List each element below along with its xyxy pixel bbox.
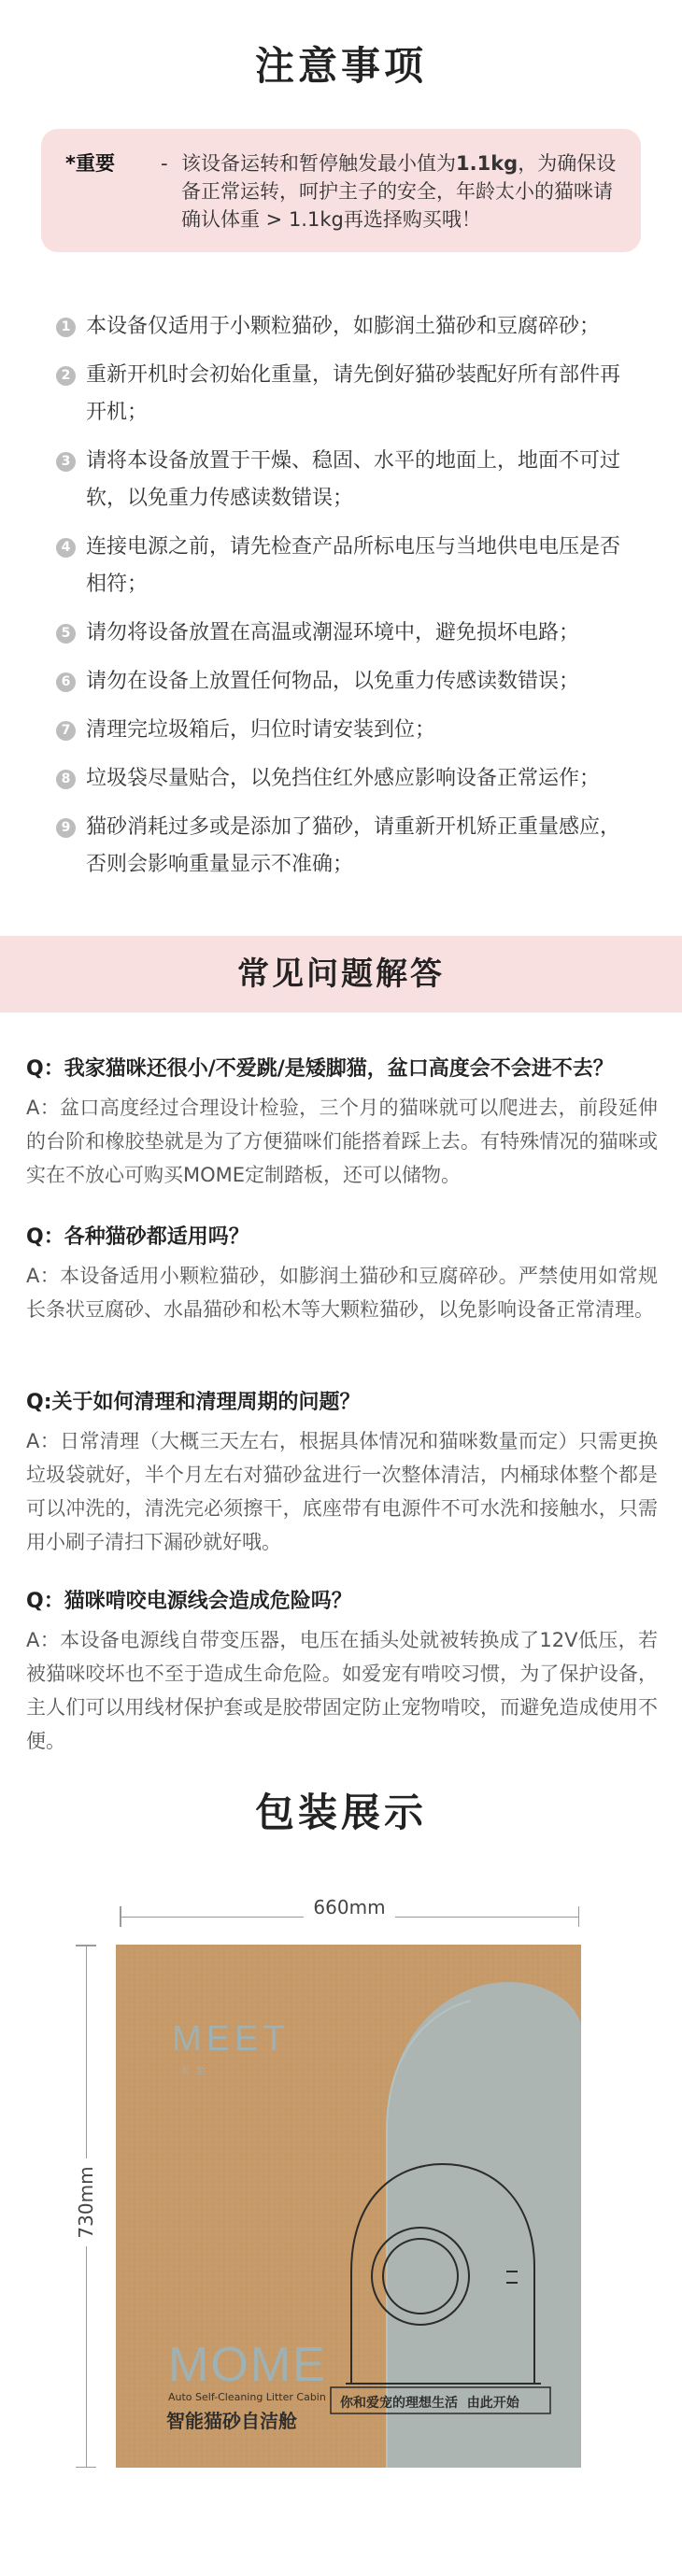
- faq-question: Q：各种猫砂都适用吗？: [26, 1225, 249, 1249]
- important-value: 1.1kg: [456, 152, 519, 175]
- faq-answer: A：盆口高度经过合理设计检验，三个月的猫咪就可以爬进去，前段延伸的台阶和橡胶垫就是为了方便猫咪们能搭着踩上去。有特殊情况的猫咪或实在不放心可购买MOME定制踏板，还可以储物。: [26, 1097, 658, 1186]
- height-dimension: [67, 1945, 105, 2468]
- notice-item: [56, 529, 635, 603]
- notice-item-text: 连接电源之前，请先检查产品所标电压与当地供电电压是否相符；: [86, 535, 621, 596]
- notice-item-text: 本设备仅适用于小颗粒猫砂，如膨润土猫砂和豆腐碎砂；: [86, 315, 601, 338]
- faq-question: Q：我家猫咪还很小/不爱跳/是矮脚猫，盆口高度会不会进不去？: [26, 1057, 614, 1081]
- notice-item: [56, 357, 635, 432]
- faq-title: 常见问题解答: [237, 955, 445, 993]
- notice-item: [56, 712, 635, 749]
- faq-item: [26, 1224, 658, 1326]
- notice-item-text: 请勿在设备上放置任何物品，以免重力传感读数错误；: [86, 670, 580, 693]
- important-tag: *重要: [65, 152, 115, 175]
- notice-item: [56, 760, 635, 798]
- item-number-badge: 3: [56, 452, 76, 472]
- faq-answer: A：本设备适用小颗粒猫砂，如膨润土猫砂和豆腐碎砂。严禁使用如常规长条状豆腐砂、水晶猫砂和松木等大颗粒猫砂，以免影响设备正常清理。: [26, 1265, 658, 1321]
- item-number-badge: 7: [56, 721, 76, 741]
- dimension-cap: [76, 2467, 96, 2469]
- product-name: MOME: [168, 2338, 327, 2392]
- important-text: 该设备运转和暂停触发最小值为1.1kg，为确保设备正常运转，呵护主子的安全，年龄太小的猫咪请确认体重 > 1.1kg再选择购买哦！: [181, 152, 617, 231]
- item-number-badge: 6: [56, 672, 76, 692]
- dimension-cap: [76, 1945, 96, 1946]
- faq-answer: A：本设备电源线自带变压器，电压在插头处就被转换成了12V低压，若被猫咪咬坏也不至于造成生命危险。如爱宠有啃咬习惯，为了保护设备，主人们可以用线材保护套或是胶带固定防止宠物啃咬，而避免造成使用不便。: [26, 1629, 658, 1752]
- notice-item: [56, 308, 635, 346]
- notice-item-text: 请勿将设备放置在高温或潮湿环境中，避免损坏电路；: [86, 621, 580, 644]
- packaging-title: 包装展示: [254, 1790, 427, 1835]
- notice-item-text: 猫砂消耗过多或是添加了猫砂，请重新开机矫正重量感应，否则会影响重量显示不准确；: [86, 815, 621, 876]
- item-number-badge: 4: [56, 538, 76, 558]
- height-label: 730mm: [75, 2158, 97, 2245]
- slogan: 你和爱宠的理想生活 由此开始: [340, 2396, 519, 2411]
- notice-item: [56, 663, 635, 701]
- item-number-badge: 8: [56, 770, 76, 789]
- product-sub-en: Auto Self-Cleaning Litter Cabin: [168, 2391, 326, 2403]
- notice-list: [56, 308, 635, 895]
- item-number-badge: 5: [56, 624, 76, 644]
- notice-item-text: 垃圾袋尽量贴合，以免挡住红外感应影响设备正常运作；: [86, 767, 601, 790]
- product-sub-cn: 智能猫砂自洁舱: [166, 2410, 297, 2432]
- item-number-badge: 1: [56, 318, 76, 337]
- faq-item: [26, 1389, 658, 1559]
- notice-item: [56, 615, 635, 652]
- width-label: 660mm: [304, 1896, 394, 1918]
- notice-item-text: 重新开机时会初始化重量，请先倒好猫砂装配好所有部件再开机；: [86, 363, 621, 424]
- important-dash: -: [161, 152, 168, 175]
- faq-question: Q:关于如何清理和清理周期的问题？: [26, 1391, 361, 1414]
- faq-question: Q：猫咪啃咬电源线会造成危险吗？: [26, 1590, 352, 1613]
- notice-item-text: 请将本设备放置于干燥、稳固、水平的地面上，地面不可过软，以免重力传感读数错误；: [86, 449, 621, 510]
- item-number-badge: 2: [56, 366, 76, 386]
- faq-item: [26, 1055, 658, 1192]
- important-note: [41, 129, 641, 252]
- brand-sub: 未至: [179, 2064, 211, 2076]
- faq-item: [26, 1588, 658, 1758]
- notice-item: [56, 809, 635, 884]
- faq-answer: A：日常清理（大概三天左右，根据具体情况和猫咪数量而定）只需更换垃圾袋就好，半个月左右对猫砂盆进行一次整体清洁，内桶球体整个都是可以冲洗的，清洗完必须擦干，底座带有电源件不可水洗和接触水，只需用小刷子清扫下漏砂就好哦。: [26, 1430, 658, 1553]
- brand-logo: MEET: [172, 2019, 290, 2059]
- notice-item: [56, 443, 635, 517]
- faq-header: [0, 936, 682, 1012]
- notice-item-text: 清理完垃圾箱后，归位时请安装到位；: [86, 718, 436, 742]
- item-number-badge: 9: [56, 818, 76, 838]
- package-box: [116, 1945, 581, 2468]
- notice-title: 注意事项: [254, 43, 427, 89]
